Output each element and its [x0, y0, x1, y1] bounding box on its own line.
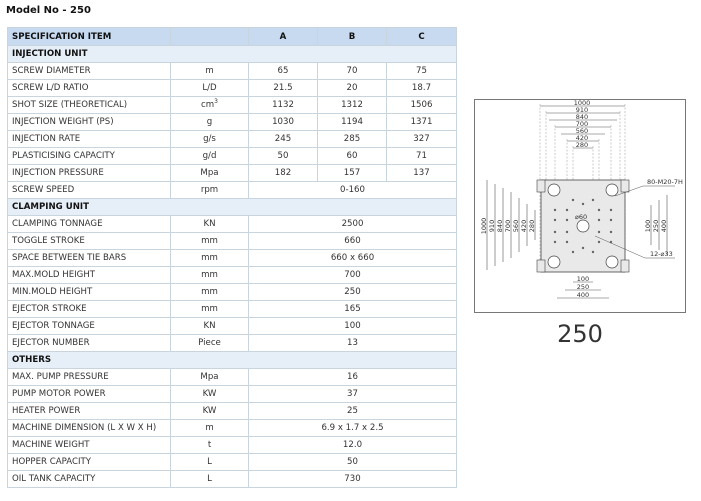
center-hole-label: ⌀60	[575, 213, 588, 221]
spec-value-b: 60	[318, 148, 387, 165]
spec-unit	[171, 471, 249, 488]
spec-label: EJECTOR NUMBER	[8, 335, 171, 352]
spec-unit-text: L	[207, 457, 212, 467]
spec-unit-text: KN	[203, 219, 216, 229]
specification-table-body	[8, 28, 457, 488]
spec-unit	[171, 131, 249, 148]
model-title: Model No - 250	[6, 5, 91, 16]
spec-unit	[171, 148, 249, 165]
top-dim-420: 420	[575, 134, 589, 142]
spec-unit-text: mm	[201, 304, 218, 314]
spec-value: 13	[249, 335, 457, 352]
model-label: 250	[557, 320, 603, 348]
left-dim-420: 420	[520, 219, 528, 233]
specification-table	[7, 27, 457, 488]
table-row	[8, 182, 457, 199]
top-dim-560: 560	[575, 127, 589, 135]
header-b: B	[318, 28, 387, 46]
spec-unit-text: KN	[203, 321, 216, 331]
platen-drawing-svg	[475, 100, 685, 312]
spec-label: EJECTOR TONNAGE	[8, 318, 171, 335]
table-row	[8, 216, 457, 233]
spec-unit-text: Piece	[198, 338, 221, 348]
spec-value-c: 327	[387, 131, 457, 148]
left-dim-560: 560	[512, 219, 520, 233]
top-dim-700: 700	[575, 120, 589, 128]
spec-unit-text: g	[206, 117, 213, 127]
spec-value-c: 71	[387, 148, 457, 165]
table-row	[8, 131, 457, 148]
top-dim-840: 840	[575, 113, 589, 121]
spec-unit	[171, 420, 249, 437]
spec-value-a: 21.5	[249, 80, 318, 97]
table-row	[8, 233, 457, 250]
spec-value-a: 245	[249, 131, 318, 148]
spec-value: 50	[249, 454, 457, 471]
spec-label: TOGGLE STROKE	[8, 233, 171, 250]
spec-value-b: 20	[318, 80, 387, 97]
spec-label: HEATER POWER	[8, 403, 171, 420]
spec-unit	[171, 182, 249, 199]
right-dim-250: 250	[652, 219, 660, 233]
spec-value-c: 75	[387, 63, 457, 80]
section-header-row	[8, 46, 457, 63]
spec-unit	[171, 284, 249, 301]
section-title: INJECTION UNIT	[8, 46, 457, 63]
spec-value: 6.9 x 1.7 x 2.5	[249, 420, 457, 437]
spec-unit-text: mm	[201, 236, 218, 246]
spec-unit-text: rpm	[200, 185, 219, 195]
header-spec-item: SPECIFICATION ITEM	[8, 28, 171, 46]
spec-unit	[171, 437, 249, 454]
spec-label: MACHINE DIMENSION (L X W X H)	[8, 420, 171, 437]
spec-value-a: 182	[249, 165, 318, 182]
spec-unit-text: Mpa	[200, 168, 219, 178]
header-c: C	[387, 28, 457, 46]
table-row	[8, 267, 457, 284]
left-dim-1000: 1000	[480, 217, 488, 235]
bottom-dimension-labels	[577, 275, 589, 299]
top-dimension-labels	[574, 100, 591, 149]
spec-unit	[171, 250, 249, 267]
bottom-dim-250: 250	[576, 283, 590, 291]
spec-value-b: 70	[318, 63, 387, 80]
table-row	[8, 454, 457, 471]
header-unit	[171, 28, 249, 46]
table-row	[8, 335, 457, 352]
spec-label: MAX. PUMP PRESSURE	[8, 369, 171, 386]
spec-unit	[171, 335, 249, 352]
spec-value: 250	[249, 284, 457, 301]
spec-unit	[171, 233, 249, 250]
table-row	[8, 437, 457, 454]
spec-value-c: 1506	[387, 97, 457, 114]
table-row	[8, 97, 457, 114]
spec-unit	[171, 301, 249, 318]
left-dim-840: 840	[496, 219, 504, 233]
spec-value-a: 1030	[249, 114, 318, 131]
section-header-row	[8, 199, 457, 216]
spec-value-a: 65	[249, 63, 318, 80]
top-dim-1000: 1000	[573, 100, 591, 107]
spec-unit-text: Mpa	[200, 372, 219, 382]
spec-unit-text: g/s	[203, 134, 216, 144]
left-dimension-labels	[480, 218, 536, 235]
spec-unit	[171, 216, 249, 233]
spec-label: INJECTION PRESSURE	[8, 165, 171, 182]
section-title: OTHERS	[8, 352, 457, 369]
spec-label: SPACE BETWEEN TIE BARS	[8, 250, 171, 267]
table-row	[8, 165, 457, 182]
spec-value: 660 x 660	[249, 250, 457, 267]
spec-value: 100	[249, 318, 457, 335]
spec-unit	[171, 386, 249, 403]
spec-label: MIN.MOLD HEIGHT	[8, 284, 171, 301]
table-row	[8, 318, 457, 335]
spec-unit-text: g/d	[202, 151, 217, 161]
spec-value-a: 50	[249, 148, 318, 165]
spec-value-a: 1132	[249, 97, 318, 114]
spec-value: 12.0	[249, 437, 457, 454]
spec-value: 660	[249, 233, 457, 250]
table-row	[8, 369, 457, 386]
table-row	[8, 403, 457, 420]
spec-value: 16	[249, 369, 457, 386]
left-dim-700: 700	[504, 219, 512, 233]
spec-value: 37	[249, 386, 457, 403]
spec-value: 0-160	[249, 182, 457, 199]
top-dim-280: 280	[575, 141, 589, 149]
spec-label: SCREW SPEED	[8, 182, 171, 199]
spec-label: SHOT SIZE (THEORETICAL)	[8, 97, 171, 114]
spec-value-c: 18.7	[387, 80, 457, 97]
platen-drawing	[474, 99, 686, 313]
spec-unit-text: m	[205, 66, 214, 76]
spec-unit-text: KW	[202, 406, 217, 416]
spec-unit	[171, 114, 249, 131]
spec-unit	[171, 97, 249, 114]
table-row	[8, 420, 457, 437]
spec-unit	[171, 165, 249, 182]
spec-unit-text: KW	[202, 389, 217, 399]
spec-label: INJECTION WEIGHT (PS)	[8, 114, 171, 131]
spec-label: MACHINE WEIGHT	[8, 437, 171, 454]
spec-value-b: 1312	[318, 97, 387, 114]
table-row	[8, 386, 457, 403]
spec-unit	[171, 369, 249, 386]
spec-label: MAX.MOLD HEIGHT	[8, 267, 171, 284]
spec-value: 700	[249, 267, 457, 284]
right-dimension-labels	[644, 220, 668, 232]
spec-unit	[171, 454, 249, 471]
spec-value-c: 137	[387, 165, 457, 182]
spec-unit-text: t	[207, 440, 212, 450]
left-dim-280: 280	[528, 219, 536, 233]
header-a: A	[249, 28, 318, 46]
spec-unit-text: mm	[201, 287, 218, 297]
table-row	[8, 63, 457, 80]
spec-label: OIL TANK CAPACITY	[8, 471, 171, 488]
section-header-row	[8, 352, 457, 369]
spec-label: EJECTOR STROKE	[8, 301, 171, 318]
right-dim-400: 400	[660, 219, 668, 233]
spec-unit-text: mm	[201, 270, 218, 280]
thread-note: 80-M20-7H	[647, 178, 683, 186]
hole-note: 12-⌀33	[650, 250, 673, 258]
bottom-dim-100: 100	[576, 275, 590, 283]
spec-unit-text: L/D	[202, 83, 217, 93]
spec-value: 2500	[249, 216, 457, 233]
spec-value-c: 1371	[387, 114, 457, 131]
spec-unit	[171, 318, 249, 335]
spec-unit	[171, 403, 249, 420]
spec-value-b: 285	[318, 131, 387, 148]
spec-unit-text: m	[205, 423, 214, 433]
spec-label: PLASTICISING CAPACITY	[8, 148, 171, 165]
spec-unit-text: mm	[201, 253, 218, 263]
table-row	[8, 80, 457, 97]
spec-value: 730	[249, 471, 457, 488]
spec-label: INJECTION RATE	[8, 131, 171, 148]
table-row	[8, 148, 457, 165]
spec-label: SCREW L/D RATIO	[8, 80, 171, 97]
left-dim-910: 910	[488, 219, 496, 233]
spec-unit-text: cm	[201, 100, 215, 110]
spec-unit	[171, 267, 249, 284]
top-dim-910: 910	[575, 106, 589, 114]
spec-value-b: 1194	[318, 114, 387, 131]
spec-unit	[171, 80, 249, 97]
spec-unit	[171, 63, 249, 80]
spec-unit-text: L	[207, 474, 212, 484]
section-title: CLAMPING UNIT	[8, 199, 457, 216]
table-row	[8, 301, 457, 318]
spec-value-b: 157	[318, 165, 387, 182]
spec-label: PUMP MOTOR POWER	[8, 386, 171, 403]
table-header-row	[8, 28, 457, 46]
right-dim-100: 100	[644, 219, 652, 233]
spec-value: 25	[249, 403, 457, 420]
bottom-dim-400: 400	[576, 291, 590, 299]
table-row	[8, 284, 457, 301]
table-row	[8, 471, 457, 488]
spec-label: SCREW DIAMETER	[8, 63, 171, 80]
table-row	[8, 250, 457, 267]
spec-label: CLAMPING TONNAGE	[8, 216, 171, 233]
spec-unit-superscript: 3	[214, 98, 218, 105]
spec-label: HOPPER CAPACITY	[8, 454, 171, 471]
spec-value: 165	[249, 301, 457, 318]
table-row	[8, 114, 457, 131]
